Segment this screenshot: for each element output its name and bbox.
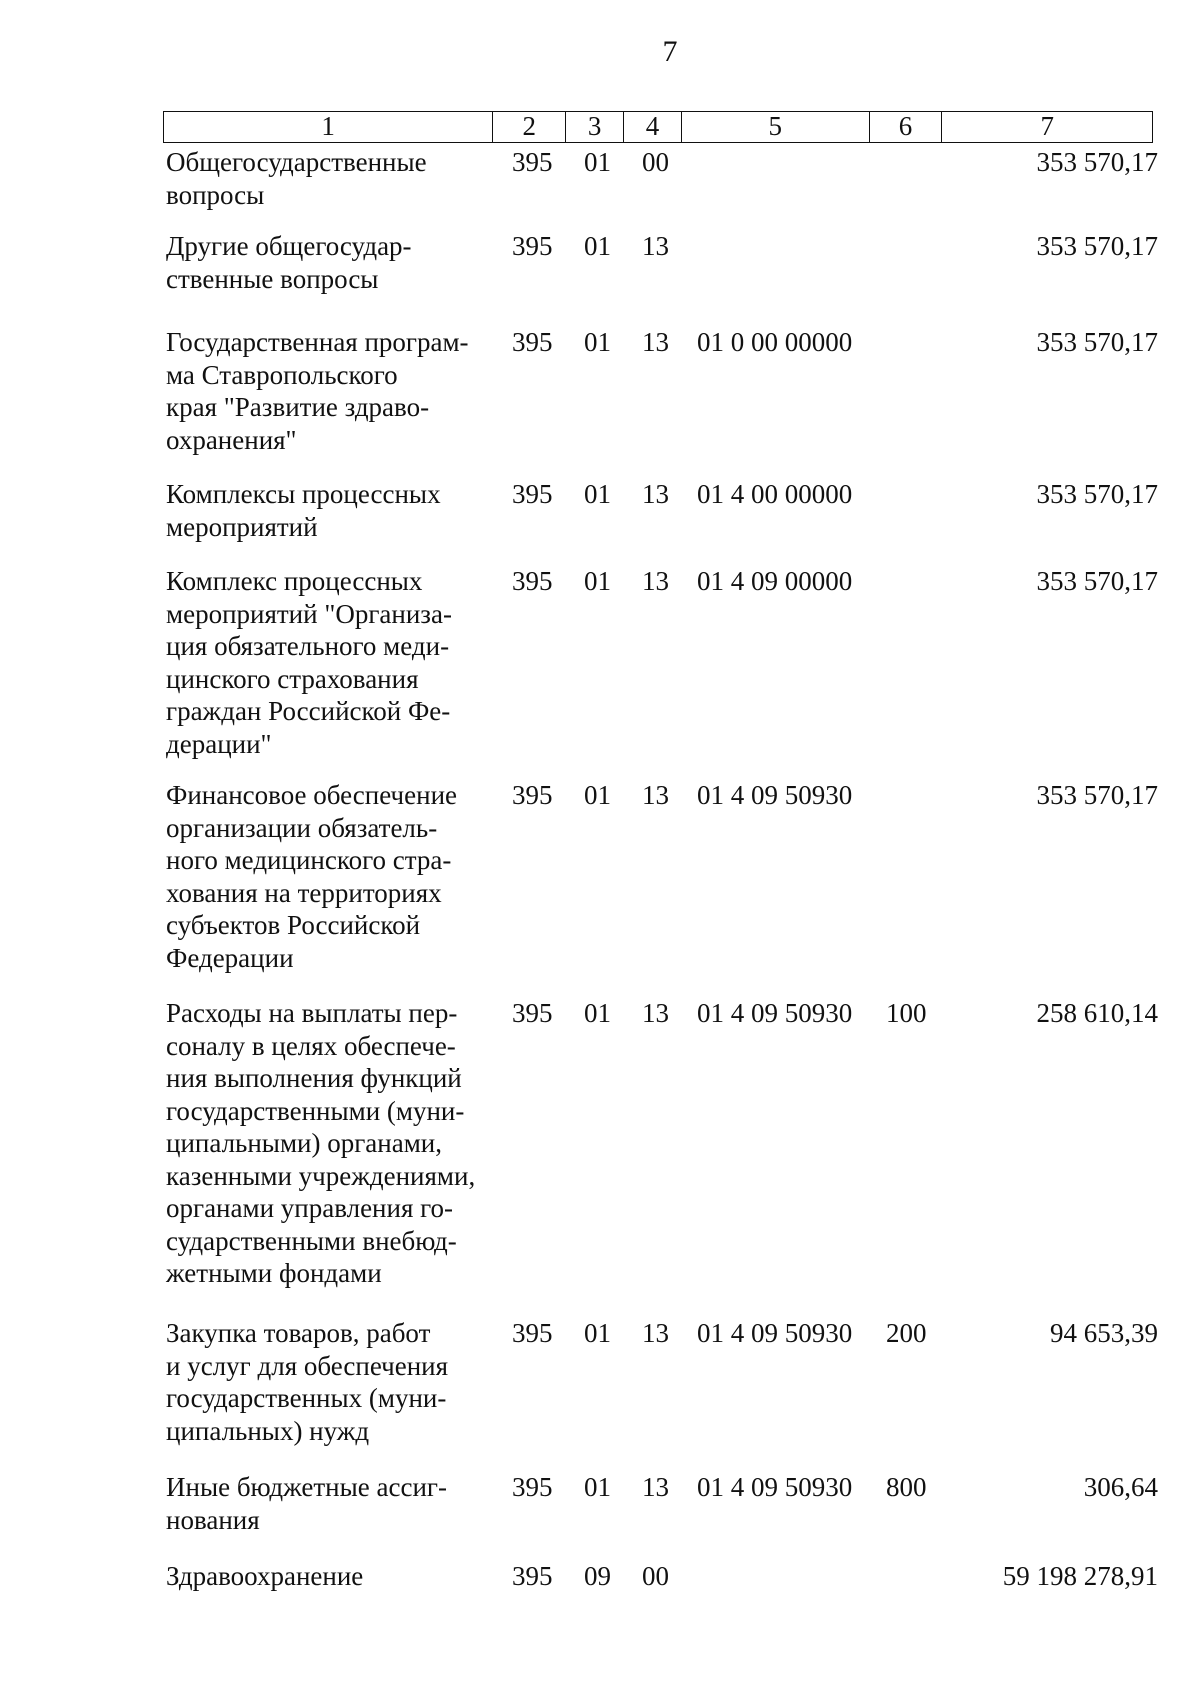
row-code-2: 395 <box>512 147 553 177</box>
row-code-2: 395 <box>512 566 553 596</box>
row-amount: 94 653,39 <box>1050 1318 1158 1348</box>
row-name: Общегосударственные вопросы <box>166 147 427 210</box>
row-amount: 306,64 <box>1083 1472 1158 1502</box>
header-col-1: 1 <box>164 112 493 142</box>
row-amount: 353 570,17 <box>1036 780 1158 810</box>
header-col-4: 4 <box>624 112 682 142</box>
row-name: Комплекс процессных мероприятий "Организа- ция обязательного меди- цинского страхования граждан Российской Фе- дерации" <box>166 566 452 759</box>
row-code-2: 395 <box>512 1561 553 1591</box>
row-code-3: 01 <box>584 566 611 596</box>
row-code-2: 395 <box>512 479 553 509</box>
table-header <box>163 111 1153 143</box>
row-code-2: 395 <box>512 231 553 261</box>
row-code-4: 13 <box>642 998 669 1028</box>
row-code-4: 13 <box>642 327 669 357</box>
row-amount: 353 570,17 <box>1036 479 1158 509</box>
row-code-2: 395 <box>512 780 553 810</box>
row-name: Комплексы процессных мероприятий <box>166 479 441 542</box>
row-name: Закупка товаров, работ и услуг для обеспечения государственных (муни- ципальных) нужд <box>166 1318 449 1446</box>
header-col-5: 5 <box>682 112 870 142</box>
row-code-4: 13 <box>642 566 669 596</box>
row-code-4: 13 <box>642 1472 669 1502</box>
row-code-3: 01 <box>584 479 611 509</box>
row-name: Здравоохранение <box>166 1561 364 1591</box>
row-name: Другие общегосудар- ственные вопросы <box>166 231 412 294</box>
row-amount: 353 570,17 <box>1036 231 1158 261</box>
row-code-6: 800 <box>886 1472 927 1502</box>
row-code-5: 01 4 09 50930 <box>697 1318 853 1348</box>
row-amount: 353 570,17 <box>1036 147 1158 177</box>
row-code-3: 09 <box>584 1561 611 1591</box>
row-code-2: 395 <box>512 327 553 357</box>
header-col-7: 7 <box>1040 111 1054 141</box>
row-code-4: 13 <box>642 479 669 509</box>
row-code-5: 01 4 09 50930 <box>697 998 853 1028</box>
page-number: 7 <box>662 35 678 68</box>
row-code-5: 01 4 09 00000 <box>697 566 853 596</box>
row-code-3: 01 <box>584 147 611 177</box>
row-code-3: 01 <box>584 231 611 261</box>
row-code-4: 13 <box>642 231 669 261</box>
row-name: Государственная програм- ма Ставропольского края "Развитие здраво- охранения" <box>166 327 469 455</box>
row-code-2: 395 <box>512 1318 553 1348</box>
row-code-6: 100 <box>886 998 927 1028</box>
row-code-5: 01 4 09 50930 <box>697 1472 853 1502</box>
row-code-4: 13 <box>642 780 669 810</box>
row-amount: 353 570,17 <box>1036 566 1158 596</box>
header-col-2: 2 <box>493 112 566 142</box>
row-code-3: 01 <box>584 1318 611 1348</box>
row-amount: 258 610,14 <box>1036 998 1158 1028</box>
row-code-5: 01 4 09 50930 <box>697 780 853 810</box>
row-name: Иные бюджетные ассиг- нования <box>166 1472 447 1535</box>
row-code-5: 01 4 00 00000 <box>697 479 853 509</box>
row-code-4: 00 <box>642 147 669 177</box>
row-code-6: 200 <box>886 1318 927 1348</box>
row-name: Расходы на выплаты пер- соналу в целях обеспече- ния выполнения функций государственными (муни- ципальными) органами, казенными учреждениями, органами управления го- сударственными внебюд- жетными фондами <box>166 998 476 1288</box>
row-code-3: 01 <box>584 327 611 357</box>
row-code-2: 395 <box>512 998 553 1028</box>
row-code-3: 01 <box>584 780 611 810</box>
row-name: Финансовое обеспечение организации обязатель- ного медицинского стра- хования на территориях субъектов Российской Федерации <box>166 780 458 973</box>
row-code-5: 01 0 00 00000 <box>697 327 853 357</box>
row-code-2: 395 <box>512 1472 553 1502</box>
header-col-3: 3 <box>566 112 624 142</box>
row-amount: 353 570,17 <box>1036 327 1158 357</box>
row-code-4: 13 <box>642 1318 669 1348</box>
row-code-3: 01 <box>584 1472 611 1502</box>
row-code-4: 00 <box>642 1561 669 1591</box>
row-amount: 59 198 278,91 <box>1002 1561 1158 1591</box>
row-code-3: 01 <box>584 998 611 1028</box>
header-col-6: 6 <box>870 112 943 142</box>
